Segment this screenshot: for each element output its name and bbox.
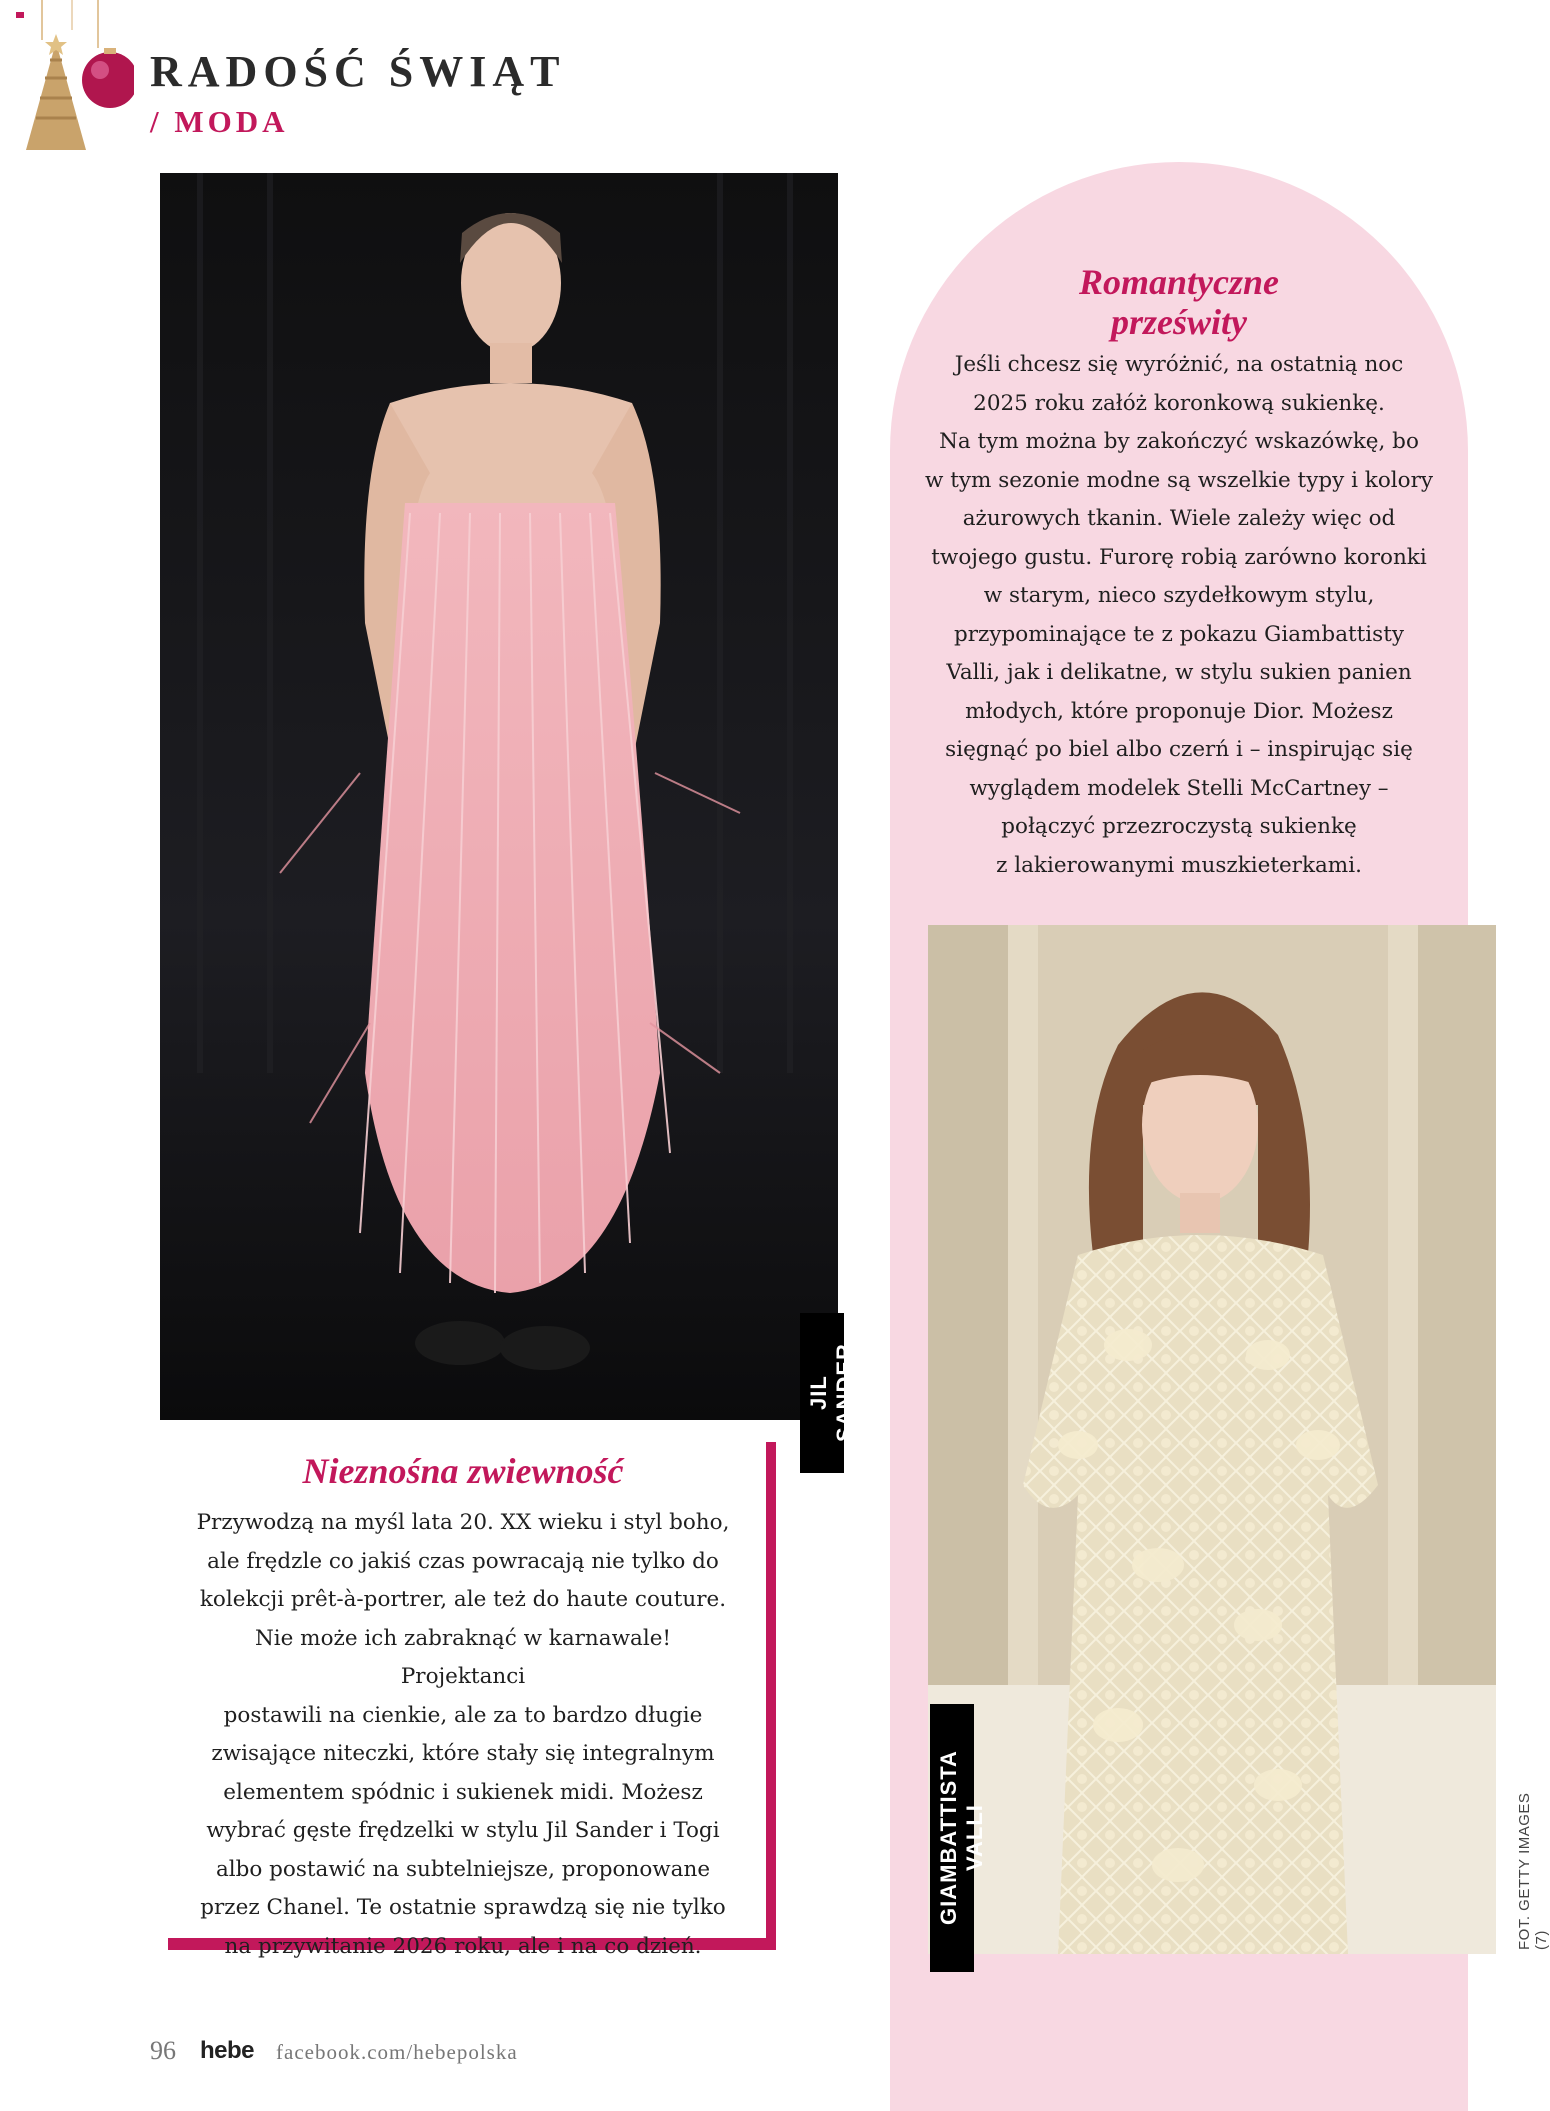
text-line: w starym, nieco szydełkowym stylu,	[983, 583, 1375, 608]
footer-social-link[interactable]: facebook.com/hebepolska	[276, 2040, 518, 2064]
article-body-lace	[910, 346, 1448, 885]
text-line: Valli, jak i delikatne, w stylu sukien panien	[946, 660, 1412, 685]
text-line: Na tym można by zakończyć wskazówkę, bo	[939, 429, 1419, 454]
fringe-dress-illustration	[160, 173, 838, 1420]
text-line: albo postawić na subtelniejsze, proponowane	[215, 1856, 711, 1882]
runway-photo-fringe-dress	[160, 173, 838, 1420]
photo-credit-getty: FOT. GETTY IMAGES (7)	[1516, 1792, 1550, 1950]
text-line: postawili na cienkie, ale za to bardzo długie	[223, 1702, 703, 1728]
text-line: z lakierowanymi muszkieterkami.	[996, 852, 1362, 878]
runway-photo-lace-dress	[928, 925, 1496, 1954]
text-line: Przywodzą na myśl lata 20. XX wieku i styl boho,	[196, 1510, 730, 1535]
brand-logo: hebe	[200, 2037, 255, 2064]
photo-credit-jil-sander: JIL SANDER	[800, 1313, 844, 1473]
text-line: Jeśli chcesz się wyróżnić, na ostatnią noc	[954, 352, 1404, 377]
text-line: młodych, które proponuje Dior. Możesz	[965, 698, 1393, 724]
text-line: połączyć przezroczystą sukienkę	[1001, 814, 1357, 839]
article-body-fringe	[190, 1504, 736, 1966]
text-line: 2025 roku załóż koronkową sukienkę.	[973, 390, 1385, 416]
article-title-lace	[890, 262, 1468, 342]
text-line: w tym sezonie modne są wszelkie typy i kolory	[924, 467, 1434, 493]
text-line: przez Chanel. Te ostatnie sprawdzą się nie tylko	[200, 1895, 726, 1920]
text-line: zwisające niteczki, które stały się integralnym	[211, 1741, 715, 1766]
page-number: 96	[150, 2036, 176, 2065]
article-title-fringe: Nieznośna zwiewność	[302, 1451, 624, 1491]
text-line: elementem spódnic i sukienek midi. Możesz	[223, 1779, 703, 1805]
text-line: ażurowych tkanin. Wiele zależy więc od	[962, 506, 1396, 531]
section-title: RADOŚĆ ŚWIĄT	[150, 47, 566, 96]
photo-credit-giambattista-valli: GIAMBATTISTA VALLI	[930, 1704, 974, 1972]
title-line: prześwity	[1110, 302, 1247, 342]
article-box-fringe	[160, 1432, 766, 1959]
text-line: twojego gustu. Furorę robią zarówno koronki	[931, 544, 1427, 570]
text-line: Nie może ich zabraknąć w karnawale! Projektanci	[254, 1625, 672, 1689]
text-line: na przywitanie 2026 roku, ale i na co dzień.	[224, 1933, 702, 1959]
text-line: wybrać gęste frędzelki w stylu Jil Sander i Togi	[206, 1818, 720, 1843]
christmas-ornament-icon	[14, 0, 134, 160]
text-line: wyglądem modelek Stelli McCartney –	[969, 775, 1389, 801]
lace-dress-illustration	[928, 925, 1496, 1954]
text-line: sięgnąć po biel albo czerń i – inspirując się	[945, 737, 1413, 762]
text-line: ale frędzle co jakiś czas powracają nie tylko do	[207, 1548, 719, 1574]
title-line: Romantyczne	[1078, 262, 1279, 302]
text-line: kolekcji prêt-à-portrer, ale też do haute couture.	[199, 1587, 727, 1612]
text-line: przypominające te z pokazu Giambattisty	[954, 621, 1404, 647]
section-category: / MODA	[150, 104, 289, 139]
